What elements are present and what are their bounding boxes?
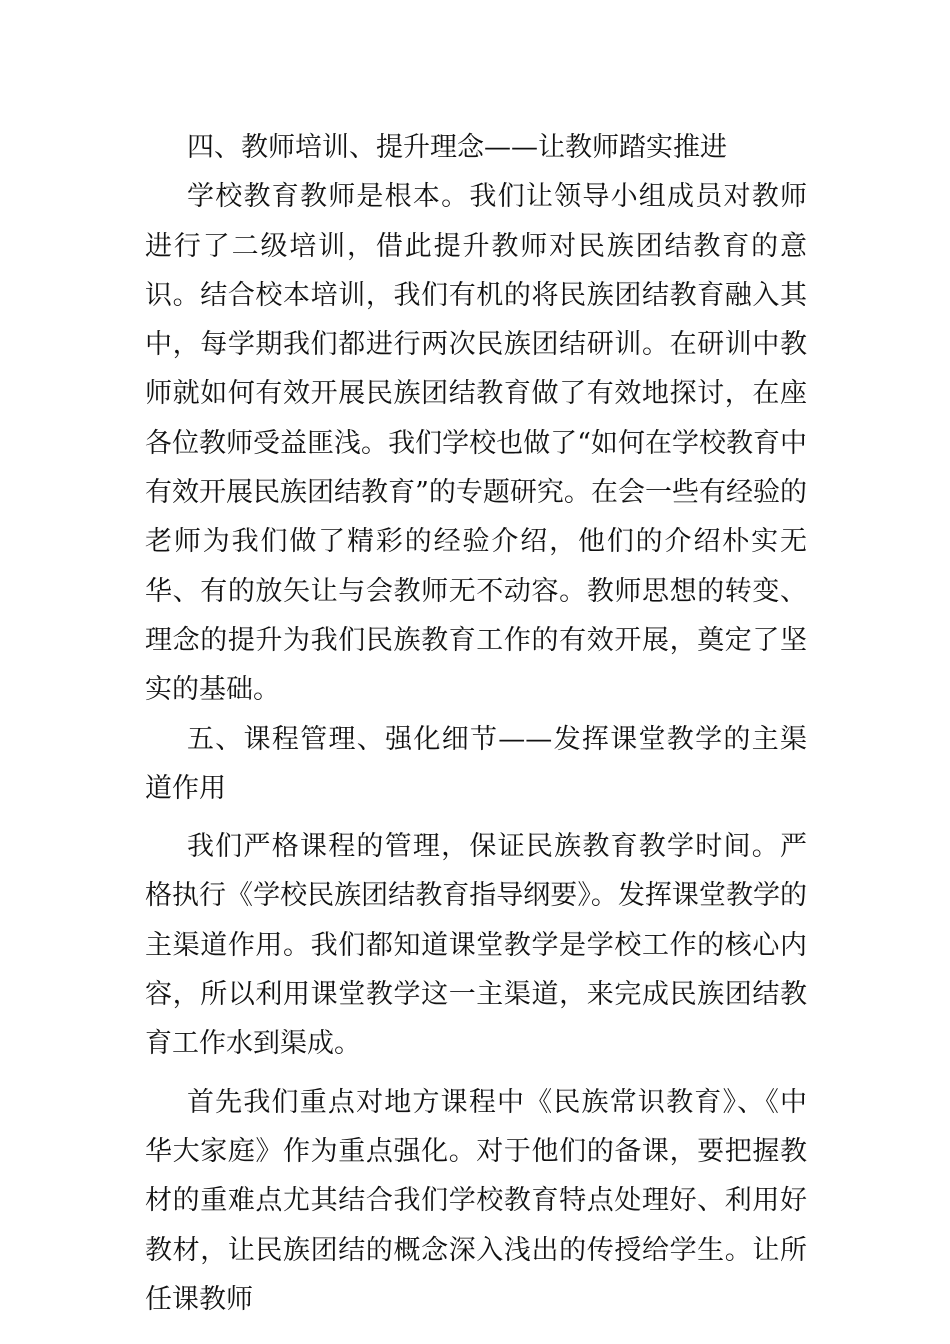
document-body (145, 123, 807, 1324)
paragraph-teacher-training: 学校教育教师是根本。我们让领导小组成员对教师进行了二级培训，借此提升教师对民族团结教育的意识。结合校本培训，我们有机的将民族团结教育融入其中，每学期我们都进行两次民族团结研训。在研训中教师就如何有效开展民族团结教育做了有效地探讨，在座各位教师受益匪浅。我们学校也做了“如何在学校教育中有效开展民族团结教育”的专题研究。在会一些有经验的老师为我们做了精彩的经验介绍，他们的介绍朴实无华、有的放矢让与会教师无不动容。教师思想的转变、理念的提升为我们民族教育工作的有效开展，奠定了坚实的基础。 (145, 181, 807, 706)
paragraph-course-management: 我们严格课程的管理，保证民族教育教学时间。严格执行《学校民族团结教育指导纲要》。发挥课堂教学的主渠道作用。我们都知道课堂教学是学校工作的核心内容，所以利用课堂教学这一主渠道，来完成民族团结教育工作水到渠成。 (145, 831, 807, 1060)
section-heading-course-management: 五、课程管理、强化细节——发挥课堂教学的主渠道作用 (145, 723, 807, 804)
paragraph-local-curriculum: 首先我们重点对地方课程中《民族常识教育》、《中华大家庭》作为重点强化。对于他们的备课，要把握教材的重难点尤其结合我们学校教育特点处理好、利用好教材，让民族团结的概念深入浅出的传授给学生。让所任课教师 (145, 1086, 807, 1315)
section-heading-teacher-training: 四、教师培训、提升理念——让教师踏实推进 (187, 132, 727, 163)
